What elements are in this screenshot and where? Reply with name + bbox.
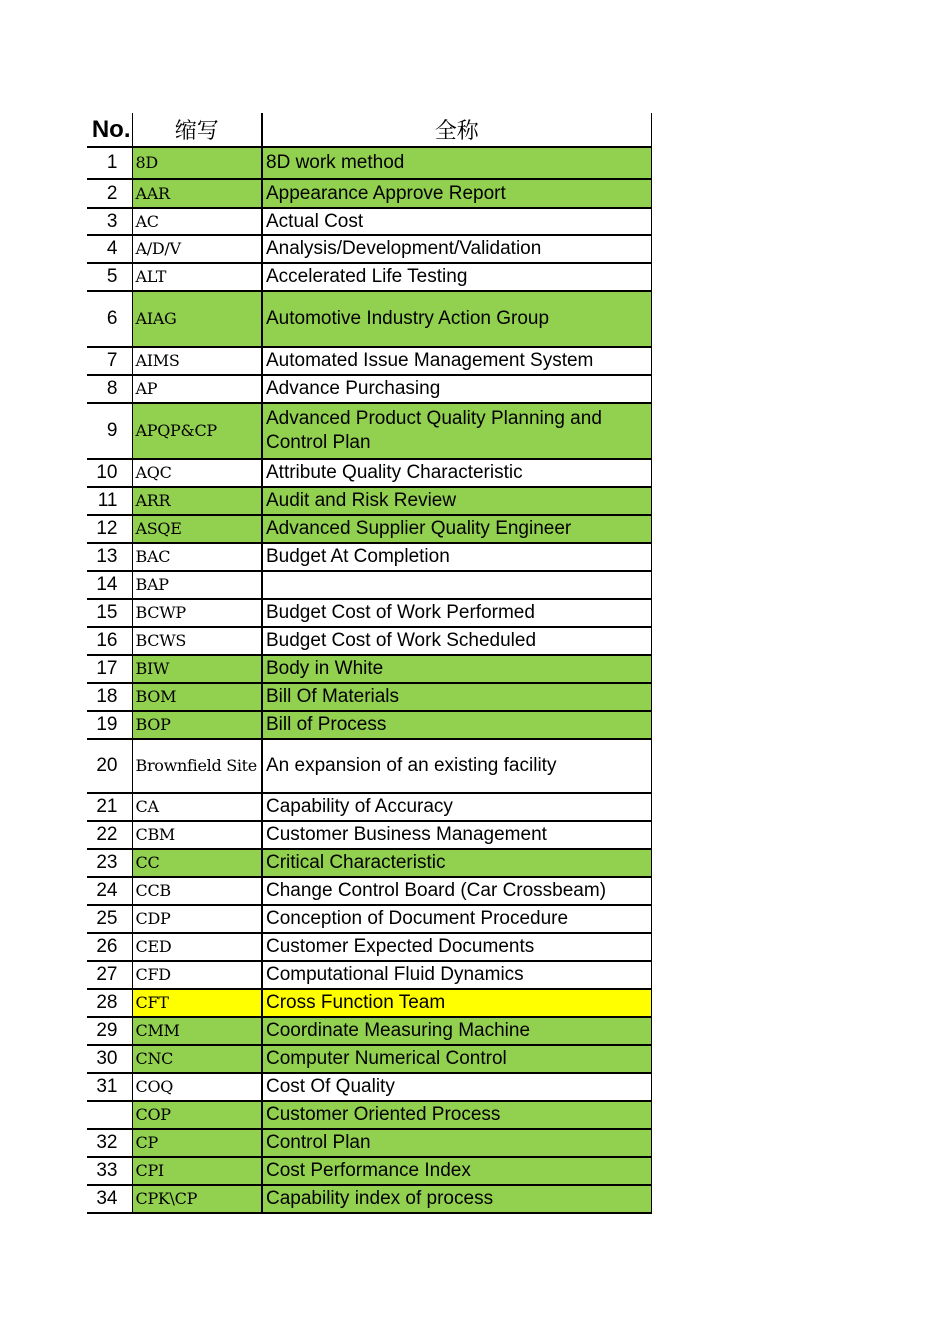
abbreviation-cell: AAR <box>132 179 262 208</box>
table-row <box>87 1129 651 1157</box>
full-name-cell <box>262 571 651 599</box>
table-row <box>87 403 651 459</box>
row-number: 20 <box>87 739 132 793</box>
row-number: 6 <box>87 291 132 347</box>
abbreviation-cell: BCWP <box>132 599 262 627</box>
abbreviation-cell: CMM <box>132 1017 262 1045</box>
full-name-cell: Capability of Accuracy <box>262 793 651 821</box>
table-row <box>87 683 651 711</box>
abbreviation-cell: CDP <box>132 905 262 933</box>
row-number: 32 <box>87 1129 132 1157</box>
row-number: 17 <box>87 655 132 683</box>
abbreviation-cell: CNC <box>132 1045 262 1073</box>
abbreviation-cell: AP <box>132 375 262 403</box>
abbreviation-cell: 8D <box>132 147 262 179</box>
table-row <box>87 989 651 1017</box>
abbreviation-cell: Brownfield Site <box>132 739 262 793</box>
full-name-cell: Automated Issue Management System <box>262 347 651 375</box>
table-body <box>87 147 651 1213</box>
row-number: 10 <box>87 459 132 487</box>
full-name-cell: Attribute Quality Characteristic <box>262 459 651 487</box>
abbreviation-cell: BCWS <box>132 627 262 655</box>
table-row <box>87 961 651 989</box>
table-row <box>87 905 651 933</box>
table-row <box>87 263 651 291</box>
abbreviation-cell: CFD <box>132 961 262 989</box>
full-name-cell: Cost Performance Index <box>262 1157 651 1185</box>
abbreviation-cell: CPI <box>132 1157 262 1185</box>
row-number: 1 <box>87 147 132 179</box>
full-name-cell: Control Plan <box>262 1129 651 1157</box>
row-number: 4 <box>87 235 132 263</box>
abbreviation-cell: COP <box>132 1101 262 1129</box>
row-number: 18 <box>87 683 132 711</box>
row-number <box>87 1101 132 1129</box>
full-name-cell: Computational Fluid Dynamics <box>262 961 651 989</box>
full-name-cell: Cross Function Team <box>262 989 651 1017</box>
table-row <box>87 291 651 347</box>
abbreviation-cell: CBM <box>132 821 262 849</box>
abbreviation-cell: AIAG <box>132 291 262 347</box>
table-row <box>87 1073 651 1101</box>
full-name-cell: Customer Oriented Process <box>262 1101 651 1129</box>
row-number: 28 <box>87 989 132 1017</box>
header-abbreviation: 缩写 <box>132 113 262 147</box>
full-name-cell: Cost Of Quality <box>262 1073 651 1101</box>
row-number: 16 <box>87 627 132 655</box>
table-row <box>87 1017 651 1045</box>
full-name-cell: Bill of Process <box>262 711 651 739</box>
full-name-cell: Appearance Approve Report <box>262 179 651 208</box>
abbreviation-cell: AC <box>132 208 262 235</box>
row-number: 22 <box>87 821 132 849</box>
full-name-cell: Conception of Document Procedure <box>262 905 651 933</box>
table-row <box>87 849 651 877</box>
table-row <box>87 793 651 821</box>
abbreviation-cell: CA <box>132 793 262 821</box>
abbreviation-cell: BAC <box>132 543 262 571</box>
full-name-cell: Budget Cost of Work Scheduled <box>262 627 651 655</box>
full-name-cell: Advanced Product Quality Planning and Control Plan <box>262 403 651 459</box>
abbreviation-cell: CC <box>132 849 262 877</box>
row-number: 29 <box>87 1017 132 1045</box>
table-row <box>87 739 651 793</box>
full-name-cell: Body in White <box>262 655 651 683</box>
table-row <box>87 877 651 905</box>
full-name-cell: 8D work method <box>262 147 651 179</box>
abbreviation-cell: APQP&CP <box>132 403 262 459</box>
table-row <box>87 487 651 515</box>
full-name-cell: Capability index of process <box>262 1185 651 1213</box>
row-number: 30 <box>87 1045 132 1073</box>
abbreviation-cell: A/D/V <box>132 235 262 263</box>
full-name-cell: Audit and Risk Review <box>262 487 651 515</box>
table-row <box>87 1045 651 1073</box>
full-name-cell: Change Control Board (Car Crossbeam) <box>262 877 651 905</box>
table-row <box>87 515 651 543</box>
row-number: 27 <box>87 961 132 989</box>
header-no: No. <box>87 113 132 147</box>
row-number: 24 <box>87 877 132 905</box>
abbreviation-cell: BAP <box>132 571 262 599</box>
row-number: 34 <box>87 1185 132 1213</box>
table-row <box>87 1101 651 1129</box>
table-row <box>87 599 651 627</box>
full-name-cell: Bill Of Materials <box>262 683 651 711</box>
row-number: 31 <box>87 1073 132 1101</box>
row-number: 9 <box>87 403 132 459</box>
full-name-cell: Advance Purchasing <box>262 375 651 403</box>
row-number: 15 <box>87 599 132 627</box>
table-row <box>87 375 651 403</box>
abbreviation-cell: BIW <box>132 655 262 683</box>
abbreviation-cell: ARR <box>132 487 262 515</box>
abbreviation-cell: CP <box>132 1129 262 1157</box>
abbreviation-cell: CCB <box>132 877 262 905</box>
abbreviation-cell: CPK\CP <box>132 1185 262 1213</box>
table-row <box>87 627 651 655</box>
full-name-cell: Actual Cost <box>262 208 651 235</box>
table-row <box>87 711 651 739</box>
row-number: 8 <box>87 375 132 403</box>
table-row <box>87 208 651 235</box>
row-number: 12 <box>87 515 132 543</box>
full-name-cell: Critical Characteristic <box>262 849 651 877</box>
table-row <box>87 147 651 179</box>
table-row <box>87 655 651 683</box>
abbreviation-cell: CED <box>132 933 262 961</box>
table-row <box>87 933 651 961</box>
row-number: 23 <box>87 849 132 877</box>
full-name-cell: Computer Numerical Control <box>262 1045 651 1073</box>
full-name-cell: Accelerated Life Testing <box>262 263 651 291</box>
abbreviation-cell: BOP <box>132 711 262 739</box>
row-number: 14 <box>87 571 132 599</box>
abbreviation-cell: ALT <box>132 263 262 291</box>
header-full-name: 全称 <box>262 113 651 147</box>
header-row <box>87 113 651 147</box>
abbreviation-cell: AIMS <box>132 347 262 375</box>
row-number: 3 <box>87 208 132 235</box>
full-name-cell: Coordinate Measuring Machine <box>262 1017 651 1045</box>
row-number: 21 <box>87 793 132 821</box>
abbreviation-cell: ASQE <box>132 515 262 543</box>
table-row <box>87 571 651 599</box>
full-name-cell: Budget At Completion <box>262 543 651 571</box>
row-number: 26 <box>87 933 132 961</box>
row-number: 11 <box>87 487 132 515</box>
full-name-cell: Customer Expected Documents <box>262 933 651 961</box>
table-row <box>87 459 651 487</box>
row-number: 5 <box>87 263 132 291</box>
full-name-cell: Analysis/Development/Validation <box>262 235 651 263</box>
abbreviation-table <box>87 113 652 1214</box>
abbreviation-cell: COQ <box>132 1073 262 1101</box>
table-row <box>87 179 651 208</box>
row-number: 19 <box>87 711 132 739</box>
row-number: 25 <box>87 905 132 933</box>
row-number: 33 <box>87 1157 132 1185</box>
row-number: 7 <box>87 347 132 375</box>
table-row <box>87 347 651 375</box>
table-row <box>87 821 651 849</box>
abbreviation-sheet <box>87 113 651 1214</box>
row-number: 13 <box>87 543 132 571</box>
full-name-cell: An expansion of an existing facility <box>262 739 651 793</box>
table-row <box>87 1157 651 1185</box>
full-name-cell: Advanced Supplier Quality Engineer <box>262 515 651 543</box>
row-number: 2 <box>87 179 132 208</box>
abbreviation-cell: CFT <box>132 989 262 1017</box>
table-row <box>87 543 651 571</box>
abbreviation-cell: BOM <box>132 683 262 711</box>
abbreviation-cell: AQC <box>132 459 262 487</box>
table-row <box>87 1185 651 1213</box>
full-name-cell: Budget Cost of Work Performed <box>262 599 651 627</box>
full-name-cell: Customer Business Management <box>262 821 651 849</box>
table-row <box>87 235 651 263</box>
full-name-cell: Automotive Industry Action Group <box>262 291 651 347</box>
